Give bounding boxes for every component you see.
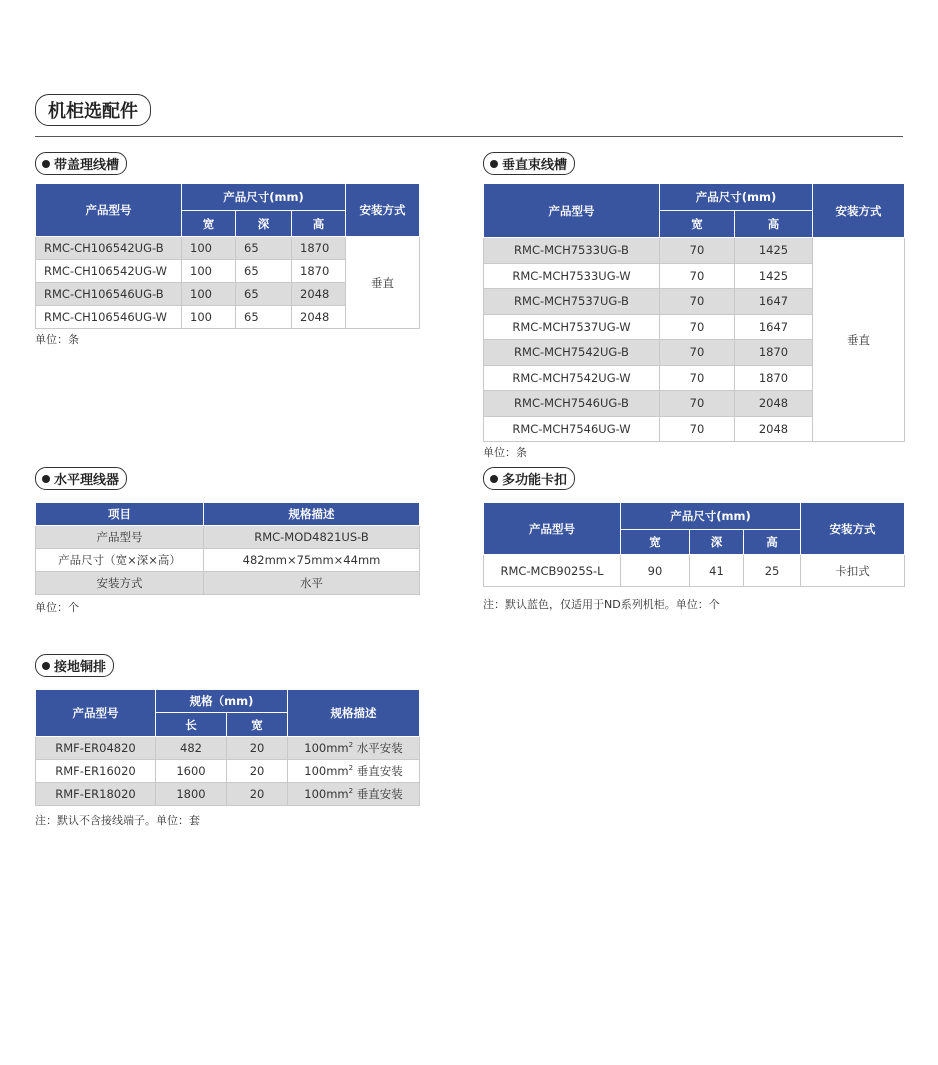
cell-desc: 482mm×75mm×44mm [204,549,420,572]
header-depth: 深 [236,211,292,237]
table-row [36,237,420,260]
cell-model: RMC-MCH7546UG-B [484,391,660,417]
bullet-icon [490,475,498,483]
bullet-icon [42,160,50,168]
cell-area-superscript: 2 [348,764,354,773]
bullet-icon [490,160,498,168]
cell-model: RMC-CH106542UG-W [36,260,182,283]
header-length: 长 [156,713,227,737]
cell-height: 2048 [292,306,346,329]
cell-depth: 65 [236,306,292,329]
cell-area: 100mm [304,741,349,755]
cell-length: 1800 [156,783,227,806]
cell-width: 70 [660,289,735,315]
cell-install: 垂直 [813,238,905,442]
cell-install: 垂直 [346,237,420,329]
table-row [36,549,420,572]
section-title-multi-clip [483,467,575,490]
cell-width: 100 [182,260,236,283]
title-divider [35,136,903,137]
header-model: 产品型号 [484,503,621,555]
cell-height: 1647 [735,289,813,315]
cell-width: 20 [227,760,288,783]
cell-model: RMF-ER18020 [36,783,156,806]
header-install: 安装方式 [813,184,905,238]
cell-desc [288,737,420,760]
cell-width: 90 [621,555,690,587]
cell-model: RMC-MCH7537UG-B [484,289,660,315]
section-title-vertical-trough [483,152,575,175]
header-height: 高 [292,211,346,237]
cell-height: 2048 [735,416,813,442]
table-row [36,572,420,595]
horizontal-manager-note: 单位：个 [35,601,79,614]
cell-model: RMC-MCH7533UG-W [484,263,660,289]
cell-model: RMC-MCH7546UG-W [484,416,660,442]
header-install: 安装方式 [801,503,905,555]
cell-height: 1870 [292,260,346,283]
header-size: 产品尺寸(mm) [182,184,346,211]
cell-width: 70 [660,314,735,340]
section-title-covered-trough [35,152,127,175]
table-row [36,783,420,806]
cell-length: 1600 [156,760,227,783]
cell-depth: 65 [236,283,292,306]
bullet-icon [42,662,50,670]
cell-width: 70 [660,238,735,264]
header-height: 高 [735,211,813,238]
cell-desc [288,783,420,806]
cell-mount: 水平安装 [356,741,403,755]
header-height: 高 [744,530,801,555]
table-row [36,737,420,760]
cell-width: 20 [227,783,288,806]
header-model: 产品型号 [36,690,156,737]
cell-height: 25 [744,555,801,587]
cell-length: 482 [156,737,227,760]
header-model: 产品型号 [36,184,182,237]
cell-mount: 垂直安装 [356,764,403,778]
cell-area-superscript: 2 [348,741,354,750]
section-title-text: 带盖理线槽 [54,158,120,173]
cell-width: 100 [182,306,236,329]
cell-width: 20 [227,737,288,760]
ground-bar-table [35,689,420,806]
cell-area: 100mm [304,764,349,778]
multi-clip-note: 注：默认蓝色，仅适用于ND系列机柜。单位：个 [483,598,720,611]
covered-trough-note: 单位：条 [35,333,79,346]
header-size: 产品尺寸(mm) [621,503,801,530]
header-desc: 规格描述 [288,690,420,737]
cell-height: 2048 [735,391,813,417]
bullet-icon [42,475,50,483]
section-title-text: 垂直束线槽 [502,158,568,173]
cell-model: RMC-CH106546UG-B [36,283,182,306]
header-item: 项目 [36,503,204,526]
cell-model: RMC-CH106546UG-W [36,306,182,329]
header-model: 产品型号 [484,184,660,238]
vertical-trough-table [483,183,905,442]
cell-desc: RMC-MOD4821US-B [204,526,420,549]
section-title-ground-bar [35,654,114,677]
page-title: 机柜选配件 [35,94,151,126]
table-row [484,238,905,264]
cell-height: 1870 [735,365,813,391]
cell-height: 1425 [735,263,813,289]
cell-width: 70 [660,365,735,391]
cell-height: 1425 [735,238,813,264]
cell-width: 100 [182,237,236,260]
cell-height: 1647 [735,314,813,340]
cell-item: 安装方式 [36,572,204,595]
cell-model: RMC-MCH7533UG-B [484,238,660,264]
header-spec: 规格（mm) [156,690,288,713]
cell-depth: 65 [236,237,292,260]
cell-item: 产品型号 [36,526,204,549]
header-width: 宽 [182,211,236,237]
section-title-text: 接地铜排 [54,660,107,675]
cell-desc [288,760,420,783]
cell-model: RMC-CH106542UG-B [36,237,182,260]
cell-width: 70 [660,340,735,366]
cell-depth: 41 [690,555,744,587]
vertical-trough-note: 单位：条 [483,446,527,459]
table-row [36,760,420,783]
cell-depth: 65 [236,260,292,283]
cell-width: 70 [660,263,735,289]
cell-model: RMC-MCH7542UG-B [484,340,660,366]
cell-desc: 水平 [204,572,420,595]
ground-bar-note: 注：默认不含接线端子。单位：套 [35,814,200,827]
section-title-text: 水平理线器 [54,473,120,488]
cell-height: 1870 [292,237,346,260]
header-depth: 深 [690,530,744,555]
section-title-text: 多功能卡扣 [502,473,568,488]
cell-height: 1870 [735,340,813,366]
cell-item: 产品尺寸（宽×深×高） [36,549,204,572]
table-row [484,555,905,587]
section-title-horizontal-manager [35,467,127,490]
cell-model: RMC-MCB9025S-L [484,555,621,587]
cell-model: RMF-ER16020 [36,760,156,783]
table-row [36,526,420,549]
header-install: 安装方式 [346,184,420,237]
multi-clip-table [483,502,905,587]
cell-width: 100 [182,283,236,306]
cell-model: RMC-MCH7537UG-W [484,314,660,340]
cell-model: RMF-ER04820 [36,737,156,760]
header-width: 宽 [227,713,288,737]
horizontal-manager-table [35,502,420,595]
cell-area-superscript: 2 [348,787,354,796]
header-size: 产品尺寸(mm) [660,184,813,211]
cell-model: RMC-MCH7542UG-W [484,365,660,391]
cell-mount: 垂直安装 [356,787,403,801]
header-width: 宽 [621,530,690,555]
cell-area: 100mm [304,787,349,801]
cell-height: 2048 [292,283,346,306]
header-desc: 规格描述 [204,503,420,526]
cell-width: 70 [660,416,735,442]
cell-width: 70 [660,391,735,417]
header-width: 宽 [660,211,735,238]
covered-trough-table [35,183,420,329]
cell-install: 卡扣式 [801,555,905,587]
